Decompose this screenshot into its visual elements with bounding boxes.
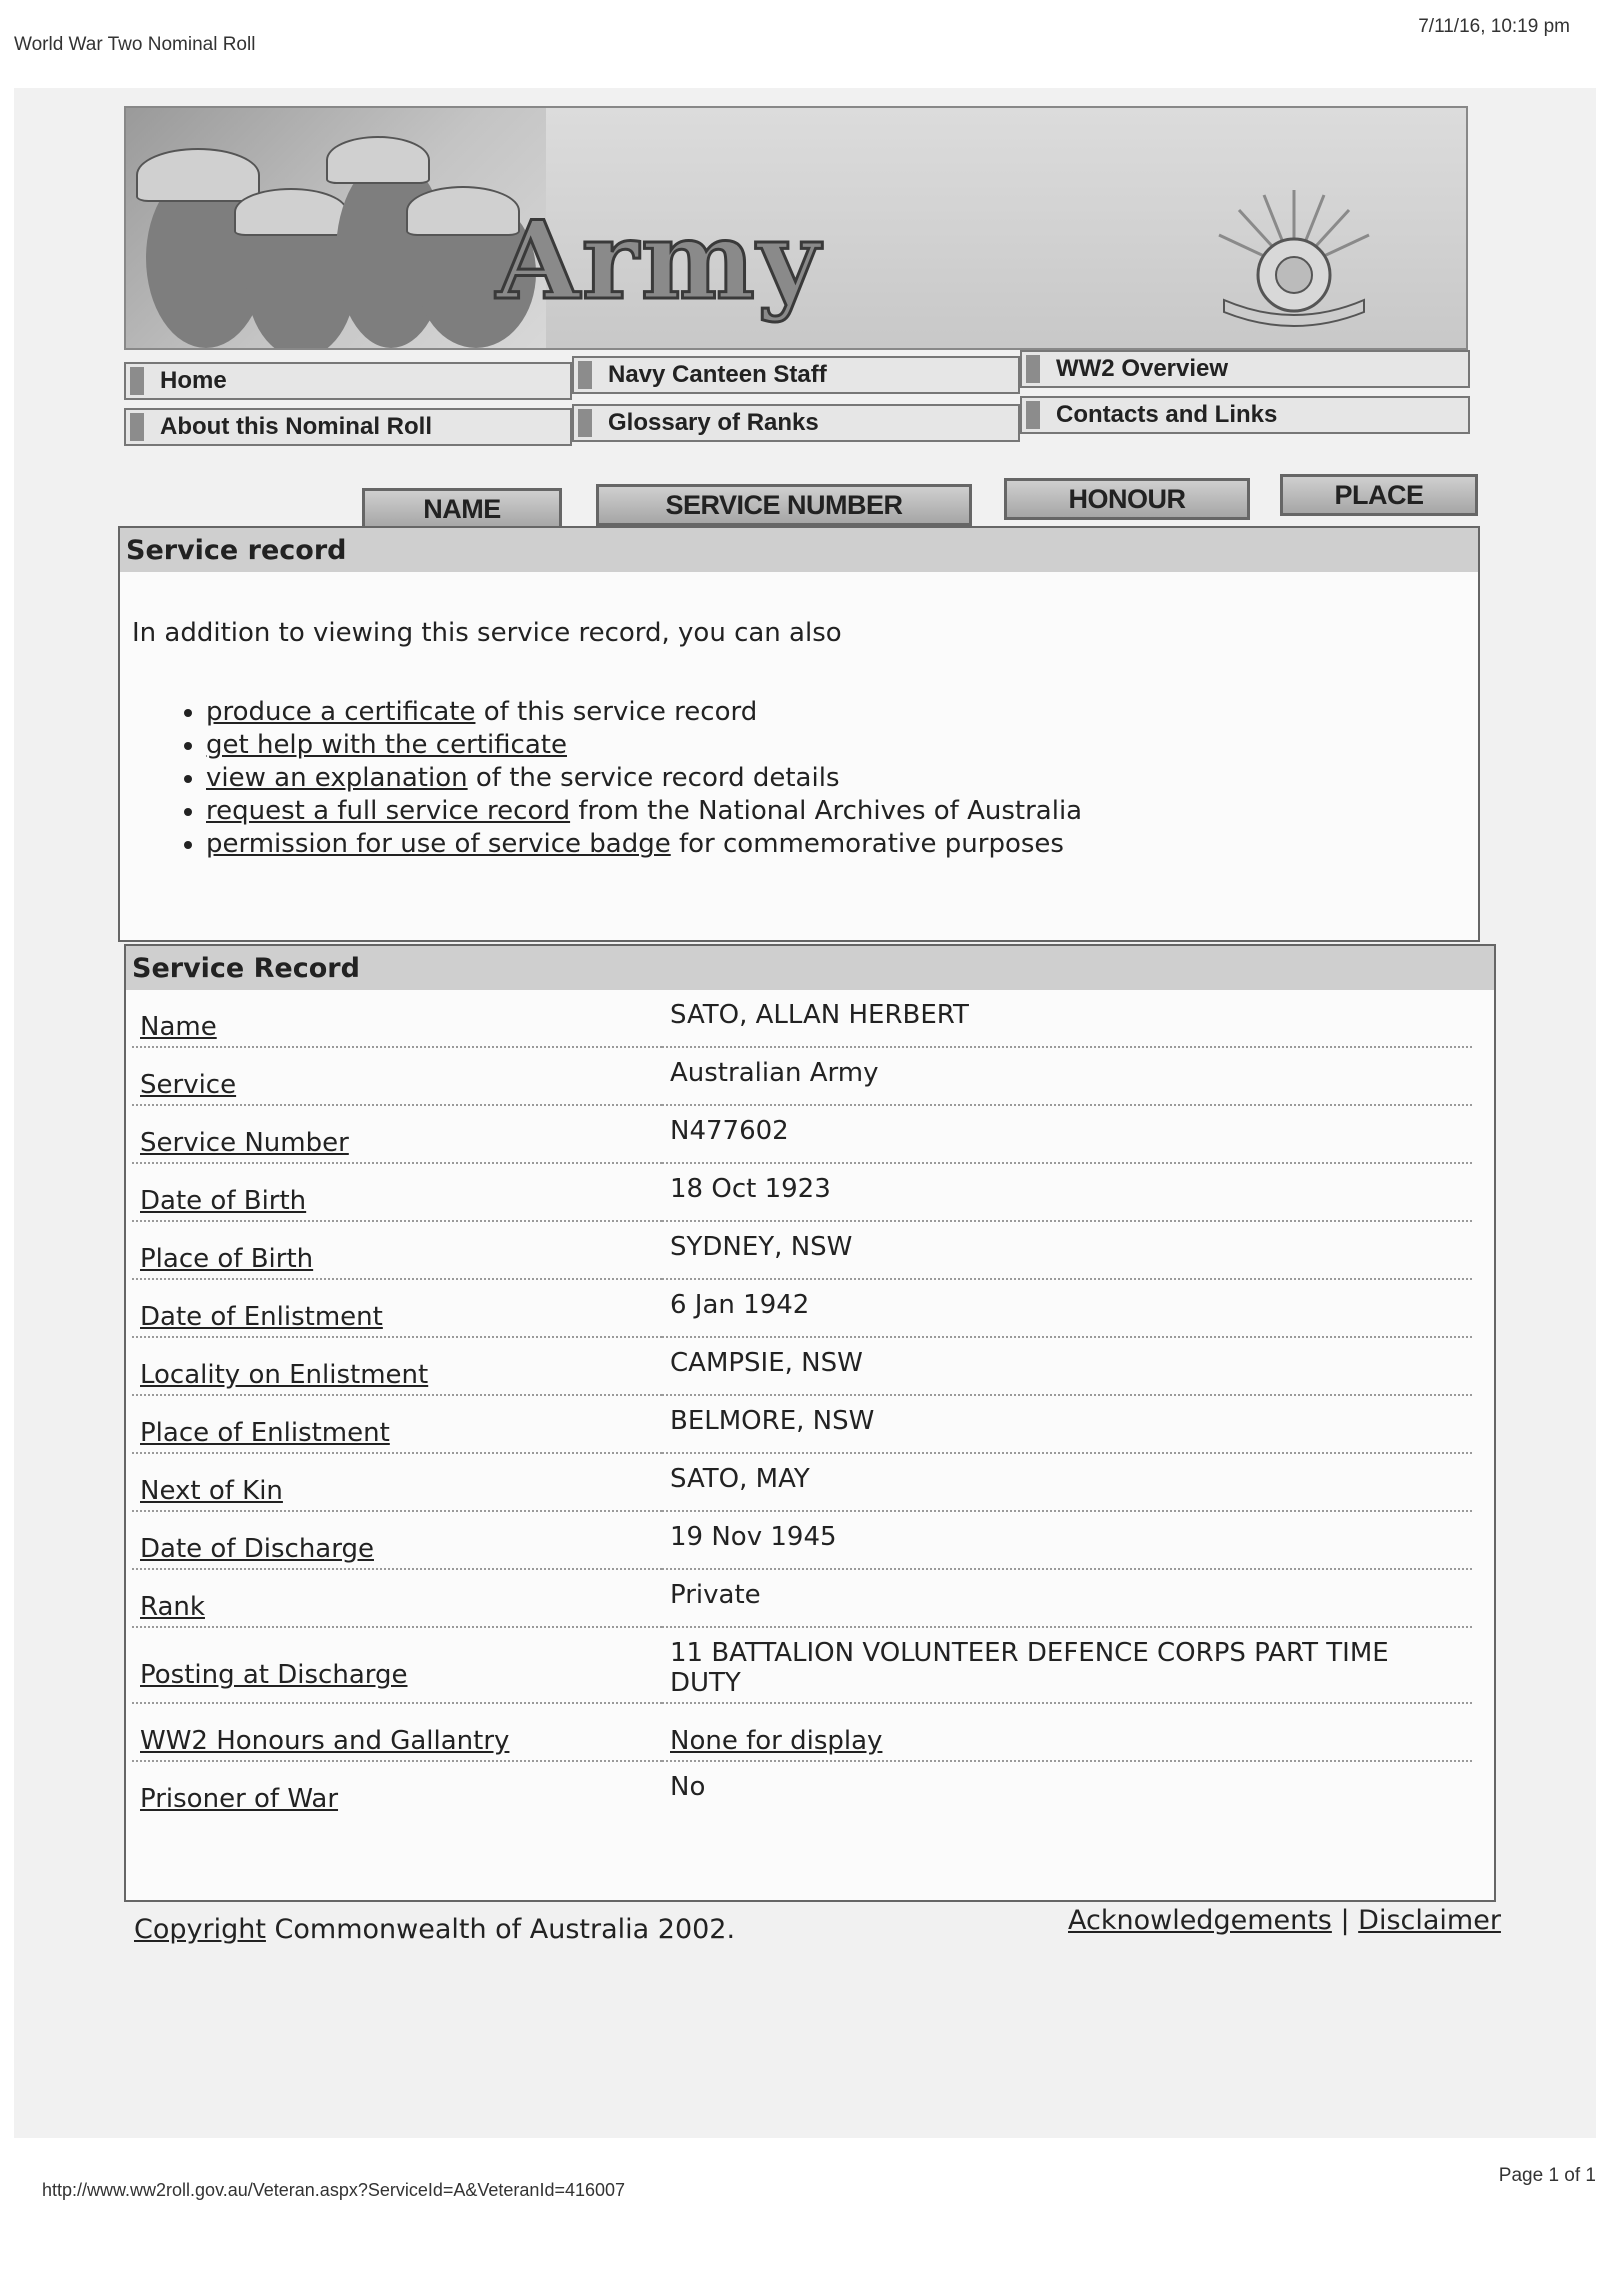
nav-home[interactable]: Home [124, 362, 572, 400]
table-row [132, 1453, 1472, 1511]
table-row [132, 990, 1472, 1047]
honours-and-gallantry-label[interactable]: WW2 Honours and Gallantry [132, 1703, 662, 1761]
place-of-enlistment-value: BELMORE, NSW [662, 1395, 1472, 1453]
record-panel-heading: Service Record [126, 946, 1494, 990]
service-number-value: N477602 [662, 1105, 1472, 1163]
print-header-title: World War Two Nominal Roll [14, 34, 256, 55]
copyright-text: Commonwealth of Australia 2002. [265, 1914, 736, 1945]
copyright-link[interactable]: Copyright [134, 1914, 266, 1945]
honours-none-link[interactable]: None for display [662, 1703, 1472, 1761]
date-of-discharge-value: 19 Nov 1945 [662, 1511, 1472, 1569]
options-list [174, 696, 1082, 861]
rising-sun-badge-icon [1204, 180, 1384, 330]
next-of-kin-label[interactable]: Next of Kin [132, 1453, 662, 1511]
table-row [132, 1703, 1472, 1761]
list-item [206, 729, 1082, 762]
next-of-kin-value: SATO, MAY [662, 1453, 1472, 1511]
service-record-panel [124, 944, 1496, 1902]
posting-at-discharge-label[interactable]: Posting at Discharge [132, 1627, 662, 1703]
name-value: SATO, ALLAN HERBERT [662, 990, 1472, 1047]
disclaimer-link[interactable]: Disclaimer [1358, 1905, 1501, 1936]
table-row [132, 1279, 1472, 1337]
table-row [132, 1395, 1472, 1453]
copyright-notice [134, 1914, 735, 1945]
soldiers-photo [126, 108, 546, 348]
service-value: Australian Army [662, 1047, 1472, 1105]
table-row [132, 1105, 1472, 1163]
list-item: • permission for use of service badge for commemorative purposes [206, 828, 1082, 861]
date-of-birth-value: 18 Oct 1923 [662, 1163, 1472, 1221]
date-of-enlistment-label[interactable]: Date of Enlistment [132, 1279, 662, 1337]
date-of-birth-label[interactable]: Date of Birth [132, 1163, 662, 1221]
tab-name[interactable]: NAME [362, 488, 562, 530]
produce-certificate-link[interactable]: produce a certificate [206, 697, 476, 727]
table-row [132, 1221, 1472, 1279]
badge-permission-link[interactable]: permission for use of service badge [206, 829, 671, 859]
prisoner-of-war-value: No [670, 1772, 706, 1802]
army-banner [124, 106, 1468, 350]
table-row [132, 1163, 1472, 1221]
list-item: • request a full service record from the National Archives of Australia [206, 795, 1082, 828]
place-of-enlistment-label[interactable]: Place of Enlistment [132, 1395, 662, 1453]
table-row [132, 1569, 1472, 1627]
tab-service-number[interactable]: SERVICE NUMBER [596, 484, 972, 526]
options-panel-heading: Service record [120, 528, 1478, 572]
list-item: • view an explanation of the service record details [206, 762, 1082, 795]
rank-value: Private [662, 1569, 1472, 1627]
nav-ww2-overview[interactable]: WW2 Overview [1020, 350, 1470, 388]
place-of-birth-label[interactable]: Place of Birth [132, 1221, 662, 1279]
date-of-enlistment-value: 6 Jan 1942 [662, 1279, 1472, 1337]
list-item: • produce a certificate of this service record [206, 696, 1082, 729]
rank-label[interactable]: Rank [132, 1569, 662, 1627]
locality-on-enlistment-label[interactable]: Locality on Enlistment [132, 1337, 662, 1395]
print-header-datetime: 7/11/16, 10:19 pm [1418, 16, 1570, 37]
place-of-birth-value: SYDNEY, NSW [662, 1221, 1472, 1279]
print-footer-page-number: Page 1 of 1 [1498, 2165, 1596, 2186]
table-row [132, 1761, 1472, 1818]
table-row [132, 1627, 1472, 1703]
table-row [132, 1511, 1472, 1569]
table-row [132, 1337, 1472, 1395]
tab-honour[interactable]: HONOUR [1004, 478, 1250, 520]
date-of-discharge-label[interactable]: Date of Discharge [132, 1511, 662, 1569]
certificate-help-link[interactable]: get help with the certificate [206, 730, 567, 760]
locality-on-enlistment-value: CAMPSIE, NSW [662, 1337, 1472, 1395]
print-footer-url: http://www.ww2roll.gov.au/Veteran.aspx?ServiceId=A&VeteranId=416007 [42, 2180, 626, 2200]
service-number-label[interactable]: Service Number [132, 1105, 662, 1163]
service-record-table [132, 990, 1472, 1818]
nav-glossary-of-ranks[interactable]: Glossary of Ranks [572, 404, 1020, 442]
name-label[interactable]: Name [132, 990, 662, 1047]
posting-at-discharge-value: 11 BATTALION VOLUNTEER DEFENCE CORPS PART TIME DUTY [662, 1627, 1472, 1703]
nav-about-nominal-roll[interactable]: About this Nominal Roll [124, 408, 572, 446]
service-label[interactable]: Service [132, 1047, 662, 1105]
options-intro-text: In addition to viewing this service record, you can also [132, 618, 842, 648]
acknowledgements-link[interactable]: Acknowledgements [1068, 1905, 1332, 1936]
footer-links [1068, 1905, 1501, 1936]
banner-title: Army [496, 198, 822, 324]
tab-place[interactable]: PLACE [1280, 474, 1478, 516]
table-row [132, 1047, 1472, 1105]
service-record-options-panel [118, 526, 1480, 942]
request-full-record-link[interactable]: request a full service record [206, 796, 571, 826]
view-explanation-link[interactable]: view an explanation [206, 763, 468, 793]
nav-navy-canteen-staff[interactable]: Navy Canteen Staff [572, 356, 1020, 394]
nav-contacts-and-links[interactable]: Contacts and Links [1020, 396, 1470, 434]
footer-separator: | [1340, 1905, 1350, 1936]
prisoner-of-war-label[interactable]: Prisoner of War [140, 1784, 339, 1814]
